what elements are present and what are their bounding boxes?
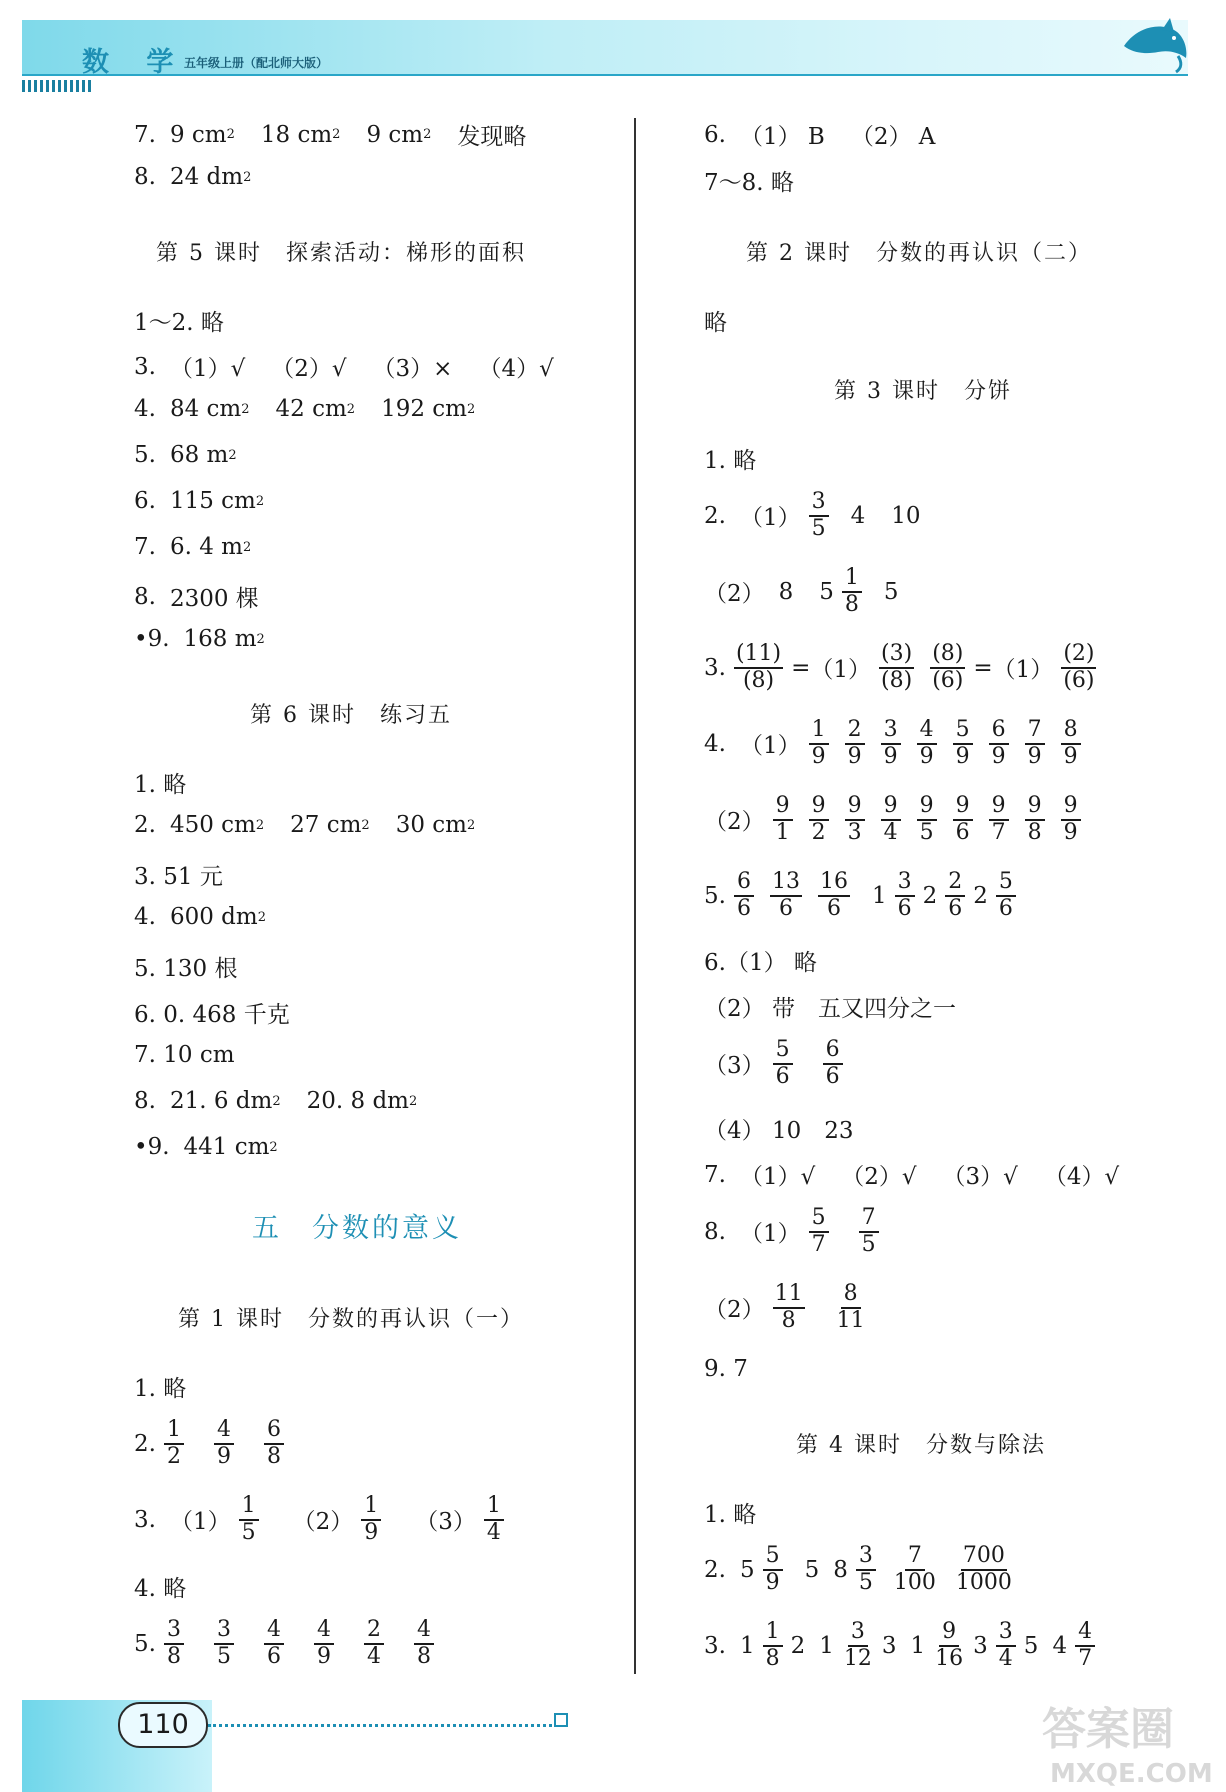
answer-line: 5. 6 6 13 6 16 6 1 3 6 2 2 6 2 5 6 [704, 870, 1024, 921]
answer-line: 5. 68 m 2 [134, 442, 237, 468]
lesson-heading: 第 3 课时 分饼 [834, 379, 1012, 404]
mixed-number: 2 2 6 [923, 870, 974, 921]
answer-line: 1. 略 [704, 1502, 757, 1528]
answer-line: 3. （1）√ （2）√ （3）× （4）√ [134, 353, 554, 382]
lesson-heading: 第 2 课时 分数的再认识（二） [746, 241, 1092, 266]
answer-line: 3. 1 1 8 2 1 3 12 3 1 9 16 3 3 4 5 4 4 7 [704, 1620, 1103, 1671]
subject-title: 数 学 [82, 47, 188, 78]
answer-line: （3） 5 6 6 6 [704, 1038, 851, 1089]
answer-line: 7. （1）√ （2）√ （3）√ （4）√ [704, 1161, 1120, 1190]
column-divider [634, 118, 636, 1674]
fraction: $\frac{(8)}{(6)}$ [932, 641, 964, 693]
fraction: 4 9 [314, 1618, 334, 1669]
lesson-heading: 第 1 课时 分数的再认识（一） [178, 1307, 524, 1332]
fraction: 1 9 [809, 718, 829, 769]
answer-line: 略 [704, 310, 727, 336]
answer-line: （2） 8 5 1 8 5 [704, 565, 899, 617]
answer-line: 7～8. 略 [704, 170, 794, 196]
fraction: 1 8 [842, 566, 862, 617]
answer-line: •9. 168 m 2 [134, 626, 265, 652]
book-subtitle: 五年级上册（配北师大版） [184, 56, 329, 70]
answer-line: 6.（1） 略 [704, 950, 817, 976]
answer-line: 7. 6. 4 m 2 [134, 534, 252, 560]
answer-line: 3. $\frac{(11)}{(8)}$ = （1） (3) (8) $\frac{(8)}{(6)}$ = （1） (2) (6) [704, 641, 1095, 693]
answer-line: 2. 5 5 9 5 8 3 5 7 100 700 1000 [704, 1543, 1012, 1595]
fraction: 3 9 [881, 718, 901, 769]
fraction: 4 9 [214, 1418, 234, 1469]
answer-line: 5. 3 8 3 5 4 6 4 9 2 4 4 8 [134, 1618, 442, 1669]
answer-line: 2. 1 2 4 9 6 8 [134, 1418, 292, 1469]
fraction: (3) (8) [881, 641, 913, 693]
footer-square-icon [554, 1713, 568, 1727]
answer-line: （4） 10 23 [704, 1118, 854, 1144]
answer-line: （2） 带 五又四分之一 [704, 996, 956, 1022]
answer-line: 4. （1） 1 9 2 9 3 9 4 9 5 9 6 9 7 9 8 9 [704, 718, 1089, 769]
answer-line: 5. 130 根 [134, 956, 238, 982]
answer-line: 6. （1） B （2） A [704, 121, 936, 150]
fraction: 1 9 [361, 1494, 381, 1545]
answer-line: 1. 略 [134, 1376, 187, 1402]
fraction: 3 5 [214, 1618, 234, 1669]
answer-line: 1～2. 略 [134, 310, 224, 336]
answer-line: 6. 0. 468 千克 [134, 1002, 290, 1028]
fraction: 2 9 [845, 718, 865, 769]
answer-line: 4. 略 [134, 1576, 187, 1602]
fraction: 3 5 [856, 1544, 876, 1595]
fraction: 9 2 [809, 794, 829, 845]
fraction: 1 2 [164, 1418, 184, 1469]
answer-line: •9. 441 cm 2 [134, 1134, 278, 1160]
answer-line: 9. 7 [704, 1356, 748, 1382]
footer-dotted-line [208, 1710, 552, 1727]
answer-line: 6. 115 cm 2 [134, 488, 265, 514]
header-rule [22, 74, 1188, 76]
mixed-number: 1 3 6 [872, 870, 923, 921]
answer-line: 4. 600 dm 2 [134, 904, 266, 930]
answer-line: 2. 450 cm 2 27 cm 2 30 cm 2 [134, 812, 476, 838]
lesson-heading: 第 6 课时 练习五 [250, 703, 452, 728]
answer-line: 8. 24 dm 2 [134, 164, 252, 190]
fraction: 9 7 [989, 794, 1009, 845]
fraction: $\frac{(11)}{(8)}$ [735, 641, 782, 693]
answer-line: 3. 51 元 [134, 864, 223, 890]
answer-line: 7. 9 cm 2 18 cm 2 9 cm 2 发现略 [134, 121, 527, 150]
dolphin-logo-icon [1118, 16, 1192, 74]
fraction: 5 9 [763, 1544, 783, 1595]
fraction: 9 8 [1025, 794, 1045, 845]
fraction: 9 9 [1061, 794, 1081, 845]
fraction: 9 4 [881, 794, 901, 845]
fraction: 5 6 [773, 1038, 793, 1089]
mixed-number: 1 9 16 [910, 1619, 964, 1671]
answer-line: 1. 略 [134, 772, 187, 798]
lesson-heading: 第 5 课时 探索活动：梯形的面积 [156, 241, 526, 266]
fraction: 3 8 [164, 1618, 184, 1669]
answer-line: 3. （1） 1 5 （2） 1 9 （3） 1 4 [134, 1494, 512, 1545]
answer-line: 1. 略 [704, 448, 757, 474]
fraction: 16 6 [819, 869, 848, 921]
watermark-top: 答案圈 [1042, 1704, 1174, 1755]
mixed-number: 2 5 6 [973, 870, 1024, 921]
watermark-logo-icon [1036, 1690, 1226, 1790]
fraction: 6 9 [989, 718, 1009, 769]
watermark-bottom: MXQE.COM [1050, 1759, 1213, 1789]
fraction: 5 7 [809, 1206, 829, 1257]
fraction: 3 5 [809, 490, 829, 541]
answer-line: 8. 2300 棵 [134, 583, 259, 612]
fraction: 4 8 [414, 1618, 434, 1669]
fraction: 9 3 [845, 794, 865, 845]
fraction: 13 6 [771, 869, 800, 921]
answer-line: 8. 21. 6 dm 2 20. 8 dm 2 [134, 1088, 418, 1114]
fraction: (2) (6) [1063, 641, 1095, 693]
section-title: 五 分数的意义 [252, 1213, 462, 1244]
fraction: 7 9 [1025, 718, 1045, 769]
fraction: 6 8 [264, 1418, 284, 1469]
mixed-number: 4 4 7 [1052, 1620, 1103, 1671]
fraction: 9 1 [773, 794, 793, 845]
mixed-number: 1 3 12 [819, 1619, 872, 1671]
fraction: 7 5 [859, 1206, 879, 1257]
answer-line: 4. 84 cm 2 42 cm 2 192 cm 2 [134, 396, 476, 422]
fraction: 9 5 [917, 794, 937, 845]
fraction: 6 6 [734, 870, 754, 921]
fraction: 7 100 [893, 1543, 936, 1595]
fraction: 11 8 [774, 1281, 803, 1333]
answer-line: （2） 11 8 8 11 [704, 1281, 865, 1333]
answer-line: 2. （1） 3 5 4 10 [704, 489, 921, 541]
answer-line: （2） 9 1 9 2 9 3 9 4 9 5 9 6 9 7 9 8 9 9 [704, 794, 1089, 845]
fraction: 4 9 [917, 718, 937, 769]
header-stripes [22, 80, 91, 92]
fraction: 4 6 [264, 1618, 284, 1669]
fraction: 8 9 [1061, 718, 1081, 769]
fraction: 1 4 [484, 1494, 504, 1545]
fraction: 1 5 [239, 1494, 259, 1545]
fraction: 2 4 [364, 1618, 384, 1669]
answer-line: 7. 10 cm [134, 1042, 235, 1068]
fraction: 6 6 [823, 1038, 843, 1089]
fraction: 9 6 [953, 794, 973, 845]
mixed-number: 3 3 4 [973, 1620, 1024, 1671]
fraction: 8 11 [836, 1281, 865, 1333]
lesson-heading: 第 4 课时 分数与除法 [796, 1433, 1046, 1458]
page-number: 110 [118, 1702, 208, 1748]
mixed-number: 1 1 8 [740, 1620, 791, 1671]
fraction: 700 1000 [955, 1543, 1012, 1595]
answer-line: 8. （1） 5 7 7 5 [704, 1206, 887, 1257]
fraction: 5 9 [953, 718, 973, 769]
